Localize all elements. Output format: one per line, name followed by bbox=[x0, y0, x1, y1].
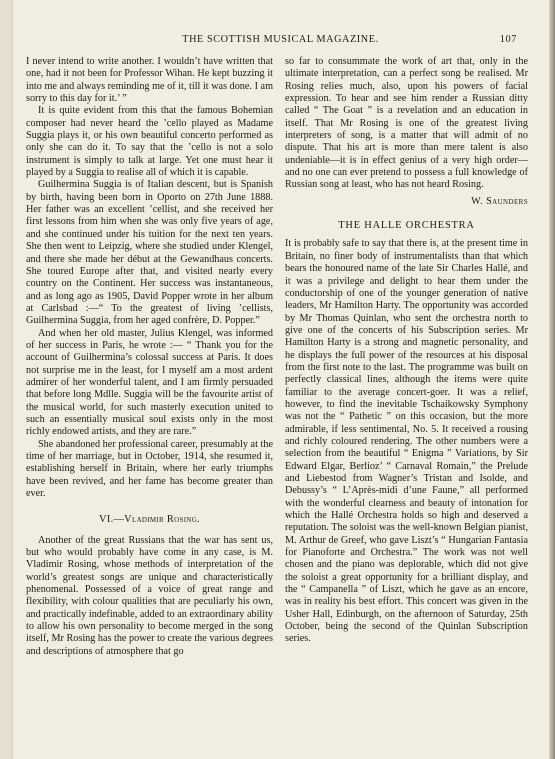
right-column bbox=[285, 56, 528, 646]
section-heading-halle: THE HALLE ORCHESTRA bbox=[338, 220, 475, 232]
left-paragraph-6: Another of the great Russians that the war has sent us, but who would probably have come in any case, is M. Vladimir Rosing, whose methods of interpretation of the world’s greatest songs are unique and characteristically phenomenal. Possessed of a voice of great range and flexibility, with colour qualities that are peculiarly his own, and practically indefinable, added to an extraordinary ability to allow his own personality to become merged in the song itself, Mr Rosing has the power to create the various degrees and descriptions of atmosphere that go bbox=[26, 534, 273, 657]
left-column bbox=[26, 56, 273, 658]
running-header bbox=[24, 34, 537, 48]
page-number: 107 bbox=[499, 34, 517, 45]
right-paragraph-2: It is probably safe to say that there is, at the present time in Britain, no finer body of instrumentalists than that which bears the honoured name of the late Sir Charles Hallé, and it was a privilege and delight to hear them under the conductorship of one of the younger generation of native leaders, Mr Hamilton Harty. The opportunity was accorded by Mr Thomas Quinlan, who sent the orchestra north to give one of the concerts of his Subscription series. Mr Hamilton Harty is a strong and magnetic personality, and he displays the full power of the resources at his disposal from the first note to the last. The programme was built on perfectly classical lines, although the items were quite familiar to the average concert-goer. It was a relief, however, to find the inevitable Tschaikowsky Symphony was not the “ Pathetic ” on this occasion, but the more admirable, if less sentimental, No. 5. It received a rousing and richly coloured rendering. The other numbers were a selection from the beautiful “ Enigma ” Variations, by Sir Edward Elgar, Berlioz’ “ Carnaval Romain,” the Prelude and Liebestod from Wagner’s Tristan and Isolde, and Debussy’s “ L’Après-midi d’une Faune,” all performed with the wonderful clearness and beauty of intonation for which the Hallé Orchestra holds so high and deserved a reputation. The soloist was the well-known Belgian pianist, M. Arthur de Greef, who gave Liszt’s “ Hungarian Fantasia for Pianoforte and Orchestra.” The work was not well chosen and the piano was deplorable, which did not give the soloist a great opportunity for a brilliant display, and the “ Campanella ” of Liszt, which he gave as an encore, was in reality his best effort. This concert was given in the Usher Hall, Edinburgh, on the afternoon of Saturday, 25th October, being the second of the Quinlan Subscription series. bbox=[285, 238, 528, 645]
section-heading-rosing: VI.—Vladimir Rosing. bbox=[99, 514, 200, 526]
left-paragraph-2: It is quite evident from this that the famous Bohemian composer had never heard the ’cello played as Madame Suggia plays it, or his own beautiful concerto performed as only she can do it. To say that the ’cello is not a solo instrument is simply to talk at large. Yet one must hear it played by a Suggia to realise all of which it is capable. bbox=[26, 105, 273, 179]
left-paragraph-1: I never intend to write another. I wouldn’t have written that one, had it not been for Professor Wihan. He kept buzzing it into me and always reminding me of it, till it was done. I am sorry to this day for it.’ ” bbox=[26, 56, 273, 105]
facing-page-edge bbox=[0, 0, 13, 759]
left-paragraph-5: She abandoned her professional career, presumably at the time of her marriage, but in October, 1914, she resumed it, establishing herself in Britain, where her early triumphs have been revived, and her fame has become greater than ever. bbox=[26, 438, 273, 500]
magazine-title: THE SCOTTISH MUSICAL MAGAZINE. bbox=[182, 34, 379, 45]
page-gutter-shadow bbox=[549, 0, 555, 759]
left-paragraph-4: And when her old master, Julius Klengel, was informed of her success in Paris, he wrote :— “ Thank you for the account of Guilhermina’s colossal success at Paris. It does not surprise me in the least, for I myself am a most ardent admirer of her wonderful talent, and I am firmly persuaded that before long Mdlle. Suggia will be the favourite artist of the musical world, for such masterly execution united to such an essentially musical soul exists only in the most richly endowed artists, and they are rare.” bbox=[26, 327, 273, 438]
right-paragraph-1: so far to consummate the work of art that, only in the ultimate interpretation, can a perfect song be realised. Mr Rosing relies much, also, upon his powers of facial expression. To hear and see him render a Russian ditty called “ The Goat ” is a revelation and an education in itself. That Mr Rosing is one of the greatest living interpreters of song, is a matter that will admit of no dispute. That his art is more than mere talent is also undeniable—it is in effect genius of a very high order—and no one can ever pretend to possess a full knowledge of Russian song at least, who has not heard Rosing. bbox=[285, 56, 528, 191]
author-signature: W. Saunders bbox=[471, 195, 528, 207]
left-paragraph-3: Guilhermina Suggia is of Italian descent, but is Spanish by birth, having been born in Oporto on 27th June 1888. Her father was an excellent ’cellist, and she received her first lessons from him when she was only five years of age, and she continued under his tuition for the next ten years. She then went to Leipzig, where she studied under Klengel, and there she made her début at the Gewandhaus concerts. She toured Europe after that, and visited nearly every country on the Continent. Her success was instantaneous, and as long ago as 1905, David Popper wrote in her album at Carlsbad :—“ To the greatest of living ’cellists, Guilhermina Suggia, from her aged confrère, D. Popper.” bbox=[26, 179, 273, 327]
